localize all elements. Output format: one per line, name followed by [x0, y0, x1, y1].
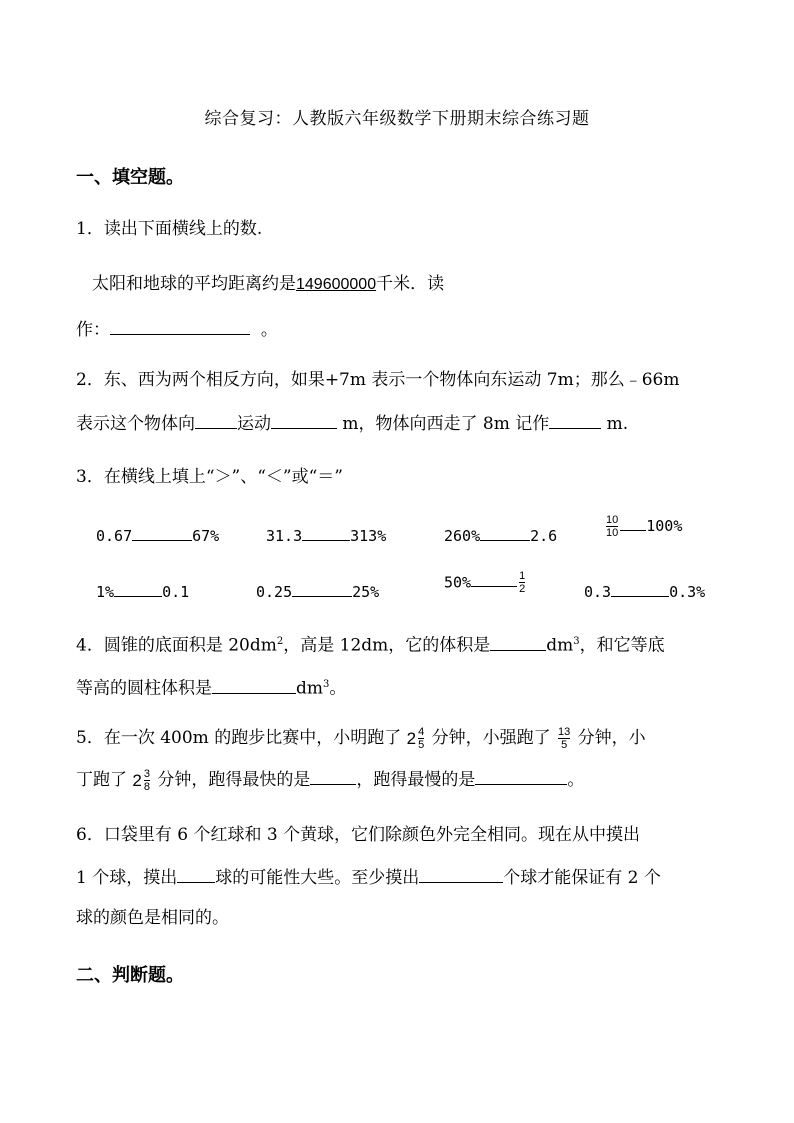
mixed-fraction [418, 726, 424, 751]
q3-right-value: 313% [350, 527, 387, 545]
q3-comparison-6 [256, 578, 379, 601]
q4-text-a: 4．圆锥的底面积是 20dm [76, 635, 277, 656]
q4-period: 。 [329, 678, 347, 699]
q4-cube-superscript: 3 [323, 679, 330, 690]
mixed-number-xiaoming [407, 721, 427, 757]
q5-text-a: 5．在一次 400m 的跑步比赛中，小明跑了 [76, 728, 402, 748]
q2-record-blank[interactable] [549, 410, 601, 429]
section-heading-true-false: 二、判断题。 [76, 965, 184, 986]
q2-text-a: 表示这个物体向 [76, 414, 195, 434]
q5-text-b: 分钟，小强跑了 [431, 728, 551, 748]
q3-comparison-2 [266, 522, 386, 545]
question-3-prompt: 3．在横线上填上“＞”、“＜”或“＝” [76, 467, 343, 487]
q3-left-value: 50% [444, 573, 472, 592]
fraction-numerator: 13 [558, 726, 571, 738]
q5-period: 。 [567, 770, 585, 790]
q3-left-value: 31.3 [266, 527, 303, 545]
fraction-xiaoqiang [558, 726, 570, 751]
q3-compare-blank[interactable] [611, 578, 669, 597]
q6-color-blank[interactable] [177, 864, 215, 883]
fraction-denominator: 8 [143, 781, 150, 793]
mixed-whole: 2 [406, 728, 417, 748]
question-6-line-2 [76, 864, 661, 890]
q3-left-value: 0.3 [584, 583, 612, 601]
fraction-denominator: 5 [561, 739, 568, 751]
q4-square-superscript: 2 [276, 636, 284, 647]
page-title: 综合复习：人教版六年级数学下册期末综合练习题 [204, 109, 590, 129]
q3-right-value: 0.3% [669, 583, 706, 601]
section-heading-fill-in: 一、填空题。 [76, 167, 184, 188]
mixed-whole: 2 [132, 770, 142, 790]
question-5-line-2 [76, 762, 584, 798]
question-5-line-1 [76, 720, 646, 756]
q2-distance-blank[interactable] [271, 410, 337, 429]
q5-fastest-blank[interactable] [310, 766, 356, 785]
q4-cube-superscript: 3 [573, 636, 580, 647]
q3-left-value: 0.25 [256, 583, 293, 601]
q2-text-b: 运动 [237, 414, 271, 434]
q1-text-a: 太阳和地球的平均距离约是 [92, 274, 296, 294]
q3-comparison-8 [584, 578, 705, 601]
q5-slowest-blank[interactable] [475, 766, 567, 785]
question-2-line-2 [76, 410, 628, 436]
fraction-ten-tenths [606, 514, 618, 539]
q3-compare-blank[interactable] [471, 568, 517, 587]
q5-text-f: ，跑得最慢的是 [356, 770, 476, 790]
q1-period: 。 [260, 320, 278, 340]
mixed-fraction [144, 768, 150, 793]
q3-left-value: 0.67 [96, 527, 133, 545]
q3-comparison-4 [604, 512, 682, 539]
q1-underlined-number: 149600000 [296, 276, 377, 293]
question-6-line-1: 6．口袋里有 6 个红球和 3 个黄球，它们除颜色外完全相同。现在从中摸出 [76, 825, 641, 845]
q6-text-b: 球的可能性大些。至少摸出 [215, 868, 420, 888]
q3-comparison-3 [444, 522, 557, 545]
q3-compare-blank[interactable] [480, 522, 530, 541]
q2-text-d: m. [601, 414, 629, 434]
question-1-statement [92, 272, 444, 297]
q2-direction-blank[interactable] [195, 410, 237, 429]
q5-text-d: 丁跑了 [76, 770, 127, 790]
q2-text-c: m，物体向西走了 8m 记作 [337, 414, 550, 434]
q4-text-b: ，高是 12dm，它的体积是 [283, 635, 491, 656]
q4-unit: dm [546, 635, 574, 656]
q3-left-value: 260% [444, 527, 481, 545]
q3-compare-blank[interactable] [114, 578, 162, 597]
fraction-denominator: 10 [606, 527, 619, 539]
q3-right-value: 2.6 [530, 527, 558, 545]
question-2-line-1: 2．东、西为两个相反方向，如果+7m 表示一个物体向东运动 7m；那么﹣66m [76, 370, 680, 390]
q1-answer-blank[interactable] [110, 316, 250, 335]
q3-comparison-5 [96, 578, 189, 601]
q4-text-e: 等高的圆柱体积是 [76, 678, 212, 699]
q3-compare-blank[interactable] [302, 522, 350, 541]
q3-right-value: 25% [352, 583, 380, 601]
question-4-line-1 [76, 630, 665, 658]
q4-cylinder-volume-blank[interactable] [212, 675, 296, 694]
fraction-numerator: 4 [418, 726, 425, 738]
q3-compare-blank[interactable] [132, 522, 192, 541]
question-1-answer-line [76, 316, 278, 342]
fraction-denominator: 2 [519, 583, 526, 595]
fraction-numerator: 10 [606, 514, 619, 526]
q5-text-e: 分钟，跑得最快的是 [157, 770, 311, 790]
q6-text-a: 1 个球，摸出 [76, 868, 178, 888]
q3-right-value: 100% [646, 517, 683, 535]
q6-text-c: 个球才能保证有 2 个 [503, 868, 661, 888]
question-1-prompt: 1．读出下面横线上的数. [76, 219, 263, 239]
fraction-one-half [519, 570, 525, 595]
q1-answer-label: 作： [76, 320, 110, 340]
q4-unit: dm [296, 678, 324, 699]
q3-right-value: 67% [192, 527, 220, 545]
fraction-denominator: 5 [418, 739, 425, 751]
q3-comparison-7 [444, 568, 527, 595]
q5-text-c: 分钟，小 [577, 728, 646, 748]
q6-count-blank[interactable] [419, 864, 503, 883]
fraction-numerator: 3 [143, 768, 150, 780]
q3-compare-blank[interactable] [292, 578, 352, 597]
q3-comparison-1 [96, 522, 219, 545]
q3-compare-blank[interactable] [620, 512, 646, 531]
q4-text-d: ，和它等底 [579, 635, 665, 656]
q3-left-value: 1% [96, 583, 115, 601]
fraction-numerator: 1 [519, 570, 526, 582]
q3-right-value: 0.1 [162, 583, 190, 601]
mixed-number-xiaoding [132, 763, 152, 799]
question-4-line-2 [76, 673, 346, 701]
q1-text-b: 千米．读 [376, 274, 445, 294]
q4-cone-volume-blank[interactable] [490, 632, 546, 651]
question-6-line-3: 球的颜色是相同的。 [76, 908, 229, 928]
